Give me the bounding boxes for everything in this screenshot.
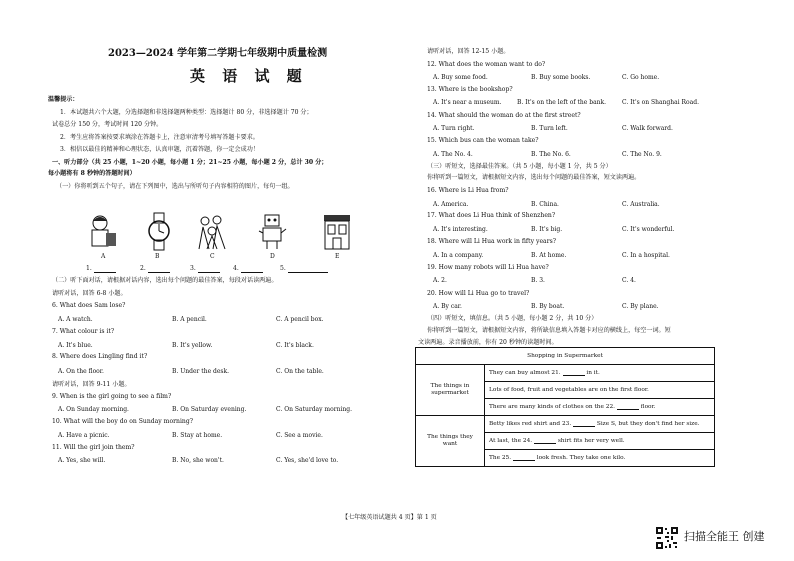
q17-option-c[interactable]: C. It's wonderful. [622, 226, 675, 233]
q7-option-c[interactable]: C. It's black. [276, 342, 314, 349]
q11-option-c[interactable]: C. Yes, she'd love to. [276, 457, 339, 464]
question-16: 16. Where is Li Hua from? [427, 187, 509, 194]
question-13: 13. Where is the bookshop? [427, 86, 513, 93]
q13-option-c[interactable]: C. It's on Shanghai Road. [622, 99, 699, 106]
page-footer: 【七年级英语试题共 4 页】第 1 页 [342, 514, 437, 521]
question-8: 8. Where does Lingling find it? [52, 353, 148, 360]
subject-title: 英 语 试 题 [190, 67, 308, 85]
answer-blank-3[interactable]: 3. [190, 265, 220, 273]
answer-blank-5[interactable]: 5. [280, 265, 328, 273]
q6-option-a[interactable]: A. A watch. [58, 316, 93, 323]
section1-heading: 一、听力部分（共 25 小题，1~20 小题，每小题 1 分；21~25 小题，每小题 2 分，总计 30 分； [52, 159, 328, 166]
tip-1b: 试卷总分 150 分，考试时间 120 分钟。 [52, 121, 163, 128]
q18-option-c[interactable]: C. In a hospital. [622, 252, 670, 259]
table-row-23: Betty likes red shirt and 23. Size S, but they don't find her size. [485, 416, 715, 433]
q12-option-c[interactable]: C. Go home. [622, 74, 660, 81]
part4-instructions: 你将听到一篇短文，请根据短文内容，将所缺信息填入答题卡对应的横线上，每空一词。短 [427, 327, 671, 334]
q20-option-c[interactable]: C. By plane. [622, 303, 659, 310]
q14-option-c[interactable]: C. Walk forward. [622, 125, 673, 132]
tips-heading: 温馨提示： [48, 96, 79, 103]
qr-code-icon [655, 526, 679, 550]
q16-option-a[interactable]: A. America. [433, 201, 469, 208]
listen-12-15: 请听对话，回答 12-15 小题。 [427, 48, 510, 55]
q8-option-c[interactable]: C. On the table. [276, 368, 324, 375]
blank-25[interactable] [513, 455, 535, 461]
table-row-22: There are many kinds of clothes on the 22. floor. [485, 399, 715, 416]
q9-option-b[interactable]: B. On Saturday evening. [172, 406, 247, 413]
q8-option-b[interactable]: B. Under the desk. [172, 368, 230, 375]
q10-option-b[interactable]: B. Stay at home. [172, 432, 223, 439]
part3-heading: （三）听短文，选择最佳答案。（共 5 小题，每小题 1 分，共 5 分） [427, 163, 612, 170]
q13-option-b[interactable]: B. It's on the left of the bank. [517, 99, 607, 106]
q14-option-a[interactable]: A. Turn right. [433, 125, 475, 132]
question-17: 17. What does Li Hua think of Shenzhen? [427, 212, 556, 219]
q7-option-a[interactable]: A. It's blue. [58, 342, 93, 349]
category-want: The things they want [416, 416, 485, 467]
answer-blank-2[interactable]: 2. [140, 265, 170, 273]
part1-instructions: （一）你将听到五个句子，请在下列图中，选出与所听句子内容相符的图片，每句一组。 [56, 183, 294, 190]
tip-1: 1．本试题共六个大题，分选择题和非选择题两种类型：选择题计 80 分，非选择题计 70 分； [60, 109, 313, 116]
part4-instructions-2: 文读两遍。录音播放前，你有 20 秒钟的读题时间。 [418, 339, 558, 346]
blank-23[interactable] [573, 421, 595, 427]
section1-heading2: 每小题将有 8 秒钟的答题时间） [48, 170, 136, 177]
q18-option-b[interactable]: B. At home. [531, 252, 567, 259]
question-20: 20. How will Li Hua go to travel? [427, 290, 530, 297]
q13-option-a[interactable]: A. It's near a museum. [433, 99, 502, 106]
question-11: 11. Will the girl join them? [52, 444, 135, 451]
q11-option-a[interactable]: A. Yes, she will. [58, 457, 106, 464]
q18-option-a[interactable]: A. In a company. [433, 252, 484, 259]
robot-picture [255, 211, 289, 251]
tip-3: 3．相信以最佳的精神和心理状态，认真审题，沉着答题，你一定会成功！ [60, 146, 259, 153]
q19-option-b[interactable]: B. 3. [531, 277, 545, 284]
q16-option-c[interactable]: C. Australia. [622, 201, 660, 208]
shop-picture [320, 211, 354, 251]
q17-option-a[interactable]: A. It's interesting. [433, 226, 488, 233]
pic-label-d: D [270, 253, 275, 260]
family-picture [195, 211, 229, 251]
answer-blank-1[interactable]: 1. [86, 265, 116, 273]
question-7: 7. What colour is it? [52, 328, 115, 335]
table-title: Shopping in Supermarket [416, 348, 715, 365]
question-15: 15. Which bus can the woman take? [427, 137, 539, 144]
part3-instructions: 你将听到一篇短文，请根据短文内容，选出每个问题的最佳答案，短文读两遍。 [427, 174, 641, 181]
answer-blank-4[interactable]: 4. [233, 265, 263, 273]
blank-22[interactable] [617, 404, 639, 410]
q9-option-c[interactable]: C. On Saturday morning. [276, 406, 352, 413]
q20-option-b[interactable]: B. By boat. [531, 303, 565, 310]
exam-title: 2023—2024 学年第二学期七年级期中质量检测 [108, 48, 328, 59]
table-row-21: They can buy almost 21. in it. [485, 365, 715, 382]
q16-option-b[interactable]: B. China. [531, 201, 559, 208]
q15-option-c[interactable]: C. The No. 9. [622, 151, 662, 158]
watch-picture [142, 211, 176, 251]
q12-option-a[interactable]: A. Buy some food. [433, 74, 488, 81]
table-row-food: Lots of food, fruit and vegetables are on the first floor. [485, 382, 715, 399]
q19-option-c[interactable]: C. 4. [622, 277, 636, 284]
pic-label-a: A [101, 253, 106, 260]
scanner-watermark: 扫描全能王 创建 [684, 530, 765, 543]
q11-option-b[interactable]: B. No, she won't. [172, 457, 224, 464]
question-18: 18. Where will Li Hua work in fifty years? [427, 238, 556, 245]
q9-option-a[interactable]: A. On Sunday morning. [58, 406, 129, 413]
info-table [415, 347, 715, 467]
q12-option-b[interactable]: B. Buy some books. [531, 74, 591, 81]
pic-label-e: E [335, 253, 340, 260]
question-10: 10. What will the boy do on Sunday morning? [52, 418, 194, 425]
q10-option-a[interactable]: A. Have a picnic. [58, 432, 110, 439]
blank-21[interactable] [563, 370, 585, 376]
pic-label-c: C [210, 253, 215, 260]
table-row-24: At last, the 24. shirt fits her very well. [485, 433, 715, 450]
blank-24[interactable] [534, 438, 556, 444]
q20-option-a[interactable]: A. By car. [433, 303, 462, 310]
boy-picture [86, 211, 120, 251]
q19-option-a[interactable]: A. 2. [433, 277, 447, 284]
part2-instructions: （二）听下面对话，请根据对话内容，选出每个问题的最佳答案，每段对话读两遍。 [52, 277, 278, 284]
listen-9-11: 请听对话，回答 9-11 小题。 [52, 381, 131, 388]
q15-option-b[interactable]: B. The No. 6. [531, 151, 571, 158]
q6-option-c[interactable]: C. A pencil box. [276, 316, 324, 323]
part2-listen-6-8: 请听对话，回答 6-8 小题。 [52, 290, 127, 297]
q10-option-c[interactable]: C. See a movie. [276, 432, 323, 439]
category-supermarket: The things in supermarket [416, 365, 485, 416]
question-9: 9. When is the girl going to see a film? [52, 393, 172, 400]
part4-heading: （四）听短文，填信息。（共 5 小题，每小题 2 分，共 10 分） [427, 315, 598, 322]
question-6: 6. What does Sam lose? [52, 302, 126, 309]
question-12: 12. What does the woman want to do? [427, 61, 546, 68]
table-row-25: The 25. look fresh. They take one kilo. [485, 450, 715, 467]
q8-option-a[interactable]: A. On the floor. [58, 368, 104, 375]
tip-2: 2．考生应将答案按要求填涂在答题卡上，注意审清考号填写答题卡要求。 [60, 134, 259, 141]
question-14: 14. What should the woman do at the first street? [427, 112, 581, 119]
q17-option-b[interactable]: B. It's big. [531, 226, 563, 233]
pic-label-b: B [155, 253, 160, 260]
q7-option-b[interactable]: B. It's yellow. [172, 342, 213, 349]
q6-option-b[interactable]: B. A pencil. [172, 316, 207, 323]
q14-option-b[interactable]: B. Turn left. [531, 125, 568, 132]
q15-option-a[interactable]: A. The No. 4. [433, 151, 473, 158]
question-19: 19. How many robots will Li Hua have? [427, 264, 549, 271]
